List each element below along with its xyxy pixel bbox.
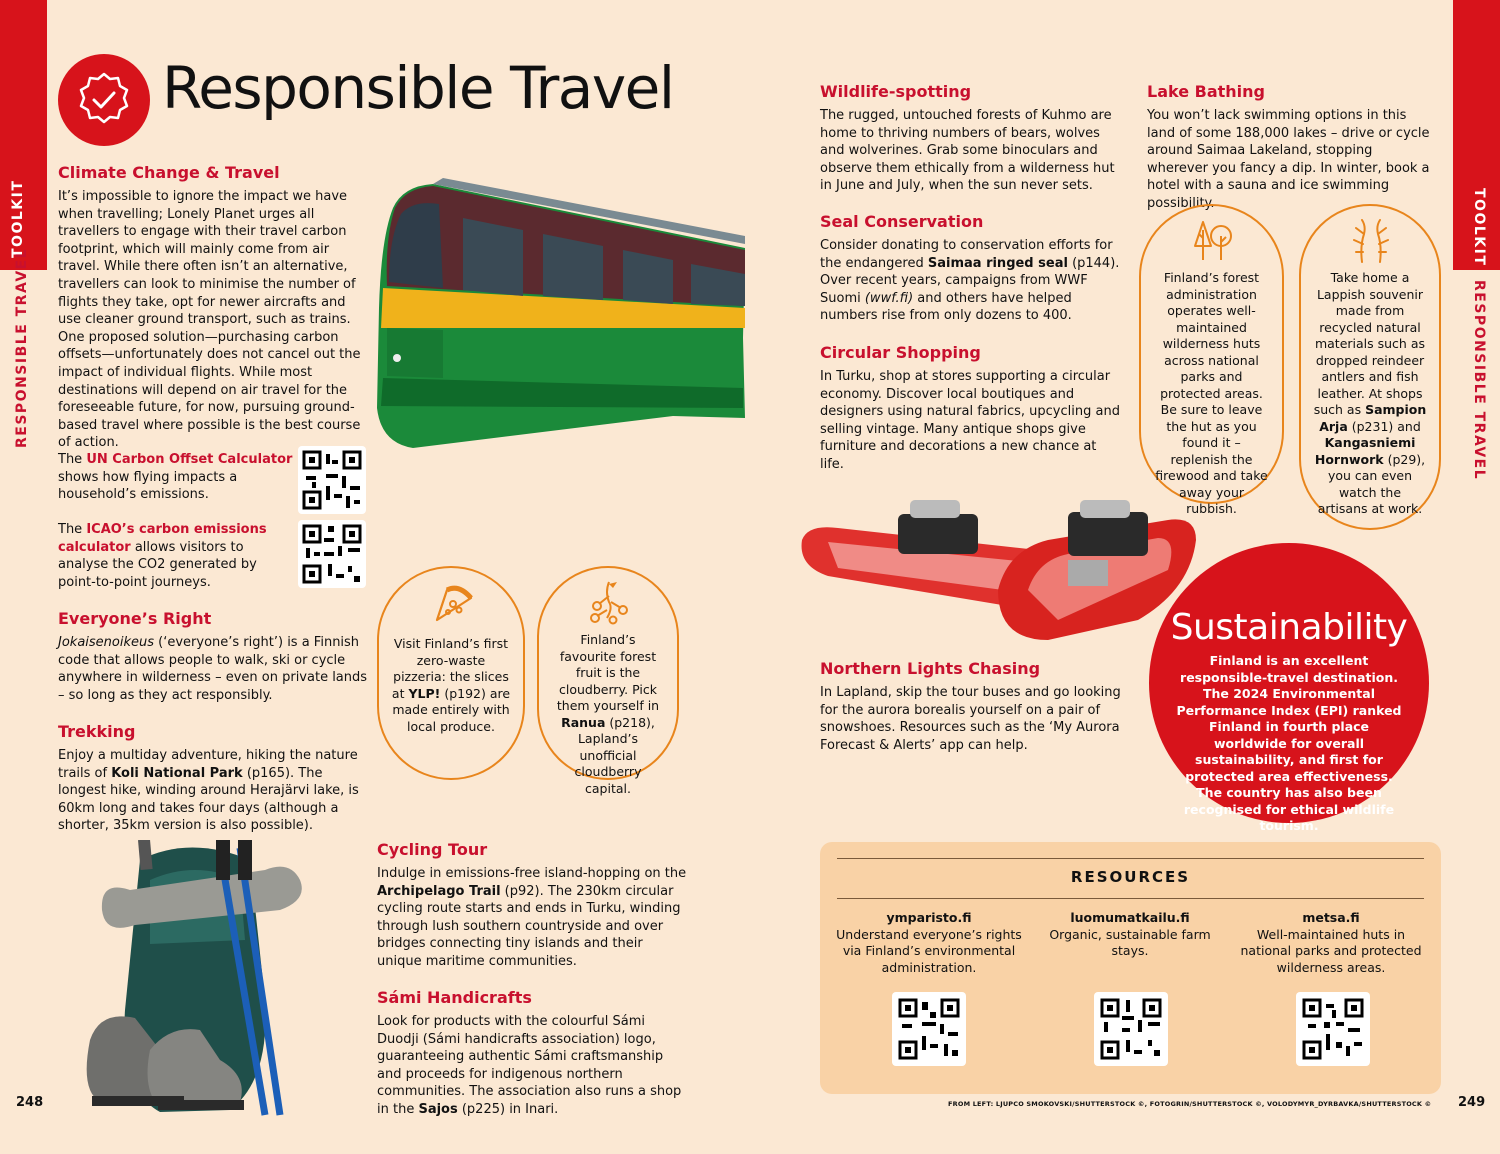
backpack-boots-image — [80, 840, 310, 1120]
un-calculator-qr-code[interactable] — [298, 446, 366, 514]
pizzeria-bold: YLP! — [408, 685, 441, 701]
tab-section-label: RESPONSIBLE TRAVEL — [1471, 280, 1487, 481]
resource-desc: Understand everyone’s rights via Finland’s environmental administration. — [836, 926, 1022, 975]
resource-site[interactable]: metsa.fi — [1302, 910, 1360, 925]
icao-pre: The — [58, 522, 87, 537]
circular-heading: Circular Shopping — [820, 343, 981, 362]
tab-toolkit-label: TOOLKIT — [1471, 188, 1487, 267]
seal-italic: (wwf.fi) — [864, 290, 914, 306]
trekking-post: (p165). The longest hike, winding around Herajärvi lake, is 60km long and takes four days (although a shorter, 35km version is also possible). — [58, 765, 359, 834]
cloudberry-bold: Ranua — [561, 714, 606, 730]
resource-desc: Organic, sustainable farm stays. — [1049, 926, 1211, 958]
wildlife-section — [820, 82, 1128, 195]
pizza-slice-icon — [429, 580, 477, 628]
seal-post: and others have helped numbers rise from only dozens to 400. — [820, 290, 1072, 324]
sami-post: (p225) in Inari. — [457, 1101, 559, 1117]
climate-body: It’s impossible to ignore the impact we have when travelling; Lonely Planet urges all travellers to engage with their travel carbon footprint, which will mainly come from air travel. While there often isn’t an alternative, travellers can look to minimise the number of flights they take, opt for newer aircrafts and use cleaner ground transport, such as trains. One proposed solution—purchasing carbon offsets—unfortunately does not cancel out the impact of individual flights. While most destinations will depend on air travel for the foreseeable future, for now, pursuing ground-based travel where possible is the best course of action. — [58, 189, 361, 451]
un-pre: The — [58, 452, 87, 467]
resource-qr-code[interactable] — [1094, 992, 1168, 1066]
everyones-right-section — [58, 609, 368, 704]
resource-qr-code[interactable] — [1296, 992, 1370, 1066]
climate-heading: Climate Change & Travel — [58, 163, 280, 182]
cycling-bold: Archipelago Trail — [377, 883, 501, 899]
un-calculator-note — [58, 451, 293, 504]
trekking-bold: Koli National Park — [111, 765, 243, 781]
cycling-post: (p92). The 230km circular cycling route starts and ends in Turku, winding through lush southern countryside and over bridges connecting tiny islands and their unique maritime communities. — [377, 883, 681, 969]
circular-section — [820, 343, 1120, 474]
resource-item — [1236, 910, 1426, 976]
seal-bold: Saimaa ringed seal — [927, 255, 1068, 271]
berry-branch-icon — [585, 578, 633, 626]
snowshoes-image — [798, 480, 1198, 650]
wildlife-body: The rugged, untouched forests of Kuhmo are home to thriving numbers of bears, wolves and wolverines. Grab some binoculars and observe them ethically from a wilderness hut in June and July, when the sun never sets. — [820, 108, 1115, 194]
souvenir-text — [1313, 270, 1427, 518]
trees-icon — [1187, 216, 1237, 266]
climate-section — [58, 163, 368, 452]
northern-lights-body: In Lapland, skip the tour buses and go looking for the aurora borealis yourself on a pair of snowshoes. Resources such as the ‘My Aurora Forecast & Alerts’ app can help. — [820, 685, 1121, 753]
seal-section — [820, 212, 1128, 325]
left-side-tab — [0, 0, 47, 1154]
tram-image — [373, 178, 745, 453]
cloudberry-post: (p218), Lapland’s unofficial cloudberry capital. — [574, 714, 655, 796]
souvenir-bold2: Kangasniemi Hornwork — [1314, 435, 1416, 467]
resources-divider-bottom — [837, 898, 1424, 899]
souvenir-callout — [1299, 204, 1441, 530]
northern-lights-section — [820, 659, 1130, 754]
seal-mid: (p144). Over recent years, campaigns from WWF Suomi — [820, 255, 1120, 306]
lake-section — [1147, 82, 1437, 213]
circular-body: In Turku, shop at stores supporting a circular economy. Discover local boutiques and designers using natural fabrics, upcycling and selling vintage. Many antique shops give furniture and decorations a new chance at life. — [820, 369, 1120, 472]
un-post: shows how flying impacts a household’s emissions. — [58, 469, 238, 503]
responsible-badge-icon — [58, 54, 150, 146]
resource-site[interactable]: ymparisto.fi — [886, 910, 972, 925]
seal-heading: Seal Conservation — [820, 212, 984, 231]
pizzeria-callout — [377, 566, 525, 780]
trekking-heading: Trekking — [58, 722, 136, 741]
tab-section-label: RESPONSIBLE TRAVEL — [14, 247, 30, 448]
cloudberry-callout — [537, 566, 679, 796]
cloudberry-pre: Finland’s favourite forest fruit is the cloudberry. Pick them yourself in — [556, 632, 660, 713]
sami-heading: Sámi Handicrafts — [377, 988, 532, 1007]
resource-site[interactable]: luomumatkailu.fi — [1070, 910, 1190, 925]
souvenir-mid: (p231) and — [1347, 418, 1421, 434]
souvenir-bold1: Sampion Arja — [1319, 402, 1427, 434]
trekking-section — [58, 722, 368, 835]
icao-calculator-qr-code[interactable] — [298, 520, 366, 588]
souvenir-pre: Take home a Lappish souvenir made from recycled natural materials such as dropped reindeer antlers and fish leather. At shops such as — [1313, 270, 1426, 417]
cloudberry-text — [551, 632, 665, 797]
resources-heading: RESOURCES — [1070, 868, 1191, 886]
sami-section — [377, 988, 687, 1119]
sami-bold: Sajos — [418, 1101, 458, 1117]
resource-desc: Well-maintained huts in national parks and protected wilderness areas. — [1240, 926, 1422, 975]
cycling-heading: Cycling Tour — [377, 840, 488, 859]
pizzeria-text — [391, 636, 511, 735]
resource-qr-code[interactable] — [892, 992, 966, 1066]
everyones-right-term: Jokaisenoikeus — [58, 635, 155, 650]
seal-pre: Consider donating to conservation efforts for the endangered — [820, 238, 1113, 271]
icao-calculator-note — [58, 521, 293, 591]
everyones-right-body: (‘everyone’s right’) is a Finnish code that allows people to walk, ski or cycle anywhere in wilderness – even on private lands – so long as they act responsibly. — [58, 635, 368, 703]
pizzeria-post: (p192) are made entirely with local produce. — [392, 685, 511, 734]
resources-divider-top — [837, 858, 1424, 859]
souvenir-post: (p29), you can even watch the artisans at work. — [1317, 451, 1426, 516]
cycling-section — [377, 840, 687, 971]
wildlife-heading: Wildlife-spotting — [820, 82, 972, 101]
resource-item — [1035, 910, 1225, 960]
sami-pre: Look for products with the colourful Sámi Duodji (Sámi handicrafts association) logo, guaranteeing authentic Sámi craftsmanship and proceeds for indigenous northern communities. The association also runs a shop in the — [377, 1014, 682, 1117]
trekking-pre: Enjoy a multiday adventure, hiking the nature trails of — [58, 748, 358, 781]
wilderness-huts-callout — [1139, 204, 1284, 516]
lake-body: You won’t lack swimming options in this land of some 188,000 lakes – drive or cycle around Saimaa Lakeland, stopping wherever you fancy a dip. In winter, book a hotel with a sauna and ice swimming possibility. — [1147, 108, 1430, 211]
page-number-right: 249 — [1458, 1095, 1486, 1110]
icao-post: allows visitors to analyse the CO2 generated by point-to-point journeys. — [58, 539, 257, 590]
right-side-tab — [1453, 0, 1500, 1154]
photo-credits: FROM LEFT: LJUPCO SMOKOVSKI/SHUTTERSTOCK ©, FOTOGRIN/SHUTTERSTOCK ©, VOLODYMYR_DYRBAVKA/SHUTTERSTOCK © — [948, 1100, 1432, 1108]
sustainability-body: Finland is an excellent responsible-travel destination. The 2024 Environmental Performance Index (EPI) ranked Finland in fourth place worldwide for overall sustainability, and first for protected area effectiveness. The country has also been recognised for ethical wildlife tourism. — [1176, 653, 1402, 833]
resources-box — [820, 842, 1441, 1094]
lake-heading: Lake Bathing — [1147, 82, 1265, 101]
page-number-left: 248 — [16, 1095, 44, 1110]
wilderness-huts-text: Finland’s forest administration operates well-maintained wilderness huts across national parks and protected areas. Be sure to leave the hut as you found it – replenish the firewood and take away your rubbish. — [1155, 270, 1268, 516]
antlers-icon — [1346, 216, 1396, 266]
sustainability-title: Sustainability — [1170, 607, 1408, 648]
page-title: Responsible Travel — [162, 54, 674, 122]
sustainability-circle — [1149, 543, 1429, 833]
cycling-pre: Indulge in emissions-free island-hopping on the — [377, 866, 687, 881]
tab-toolkit-label: TOOLKIT — [10, 179, 26, 258]
resource-item — [834, 910, 1024, 976]
everyones-right-heading: Everyone’s Right — [58, 609, 212, 628]
icao-calculator-link[interactable]: ICAO’s carbon emissions calculator — [58, 522, 267, 555]
pizzeria-pre: Visit Finland’s first zero-waste pizzeria: the slices at — [391, 636, 509, 701]
northern-lights-heading: Northern Lights Chasing — [820, 659, 1041, 678]
un-calculator-link[interactable]: UN Carbon Offset Calculator — [86, 452, 293, 467]
